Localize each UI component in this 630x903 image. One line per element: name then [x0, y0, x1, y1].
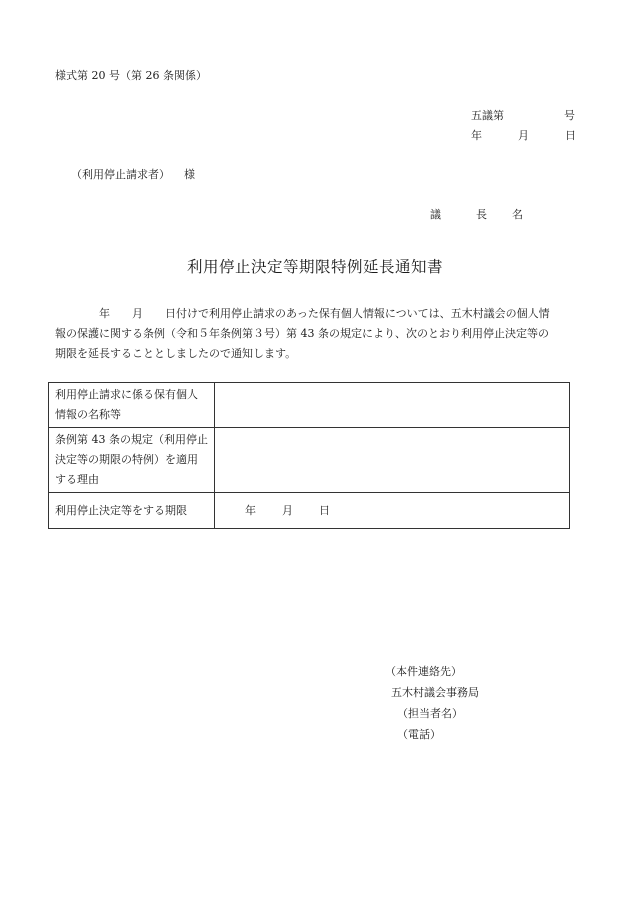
date-month: 月: [518, 129, 529, 142]
document-title: 利用停止決定等期限特例延長通知書: [186, 258, 443, 276]
row-value: [215, 383, 570, 428]
deadline-year: 年: [245, 503, 256, 517]
contact-office: 五木村議会事務局: [391, 686, 479, 699]
table-row: [49, 493, 570, 529]
contact-heading: （本件連絡先）: [385, 665, 462, 678]
body-line: 期限を延長することとしましたので通知します。: [55, 347, 297, 360]
addressee-name: （利用停止請求者）: [71, 168, 170, 181]
contact-block: [385, 661, 479, 745]
row-label: 利用停止請求に係る保有個人情報の名称等: [49, 383, 215, 428]
document-number-prefix: 五議第: [471, 109, 504, 122]
date-day: 日: [565, 129, 576, 142]
deadline-day: 日: [319, 503, 330, 517]
document-number-suffix: 号: [564, 109, 575, 122]
table-row: [49, 428, 570, 493]
info-table: [48, 382, 570, 529]
deadline-month: 月: [282, 503, 293, 517]
deadline-value: [215, 493, 570, 529]
form-number: 様式第 20 号（第 26 条関係）: [55, 69, 207, 82]
contact-phone: （電話）: [397, 728, 441, 741]
addressee: [71, 166, 195, 182]
row-label: 利用停止決定等をする期限: [49, 493, 215, 529]
row-label: 条例第 43 条の規定（利用停止決定等の期限の特例）を適用する理由: [49, 428, 215, 493]
sender-char-2: 長: [476, 208, 487, 221]
sender-char-1: 議: [430, 208, 441, 221]
body-line: 年 月 日付けで利用停止請求のあった保有個人情報については、五木村議会の個人情: [55, 307, 550, 320]
sender-char-3: 名: [512, 208, 523, 221]
row-value: [215, 428, 570, 493]
date-year: 年: [471, 129, 482, 142]
table-row: [49, 383, 570, 428]
contact-person: （担当者名）: [397, 707, 463, 720]
addressee-honorific: 様: [184, 168, 195, 181]
body-paragraph: [55, 304, 580, 364]
body-line: 報の保護に関する条例（令和５年条例第３号）第 43 条の規定により、次のとおり利用停止決定等の: [55, 327, 549, 340]
sender: [430, 206, 523, 222]
